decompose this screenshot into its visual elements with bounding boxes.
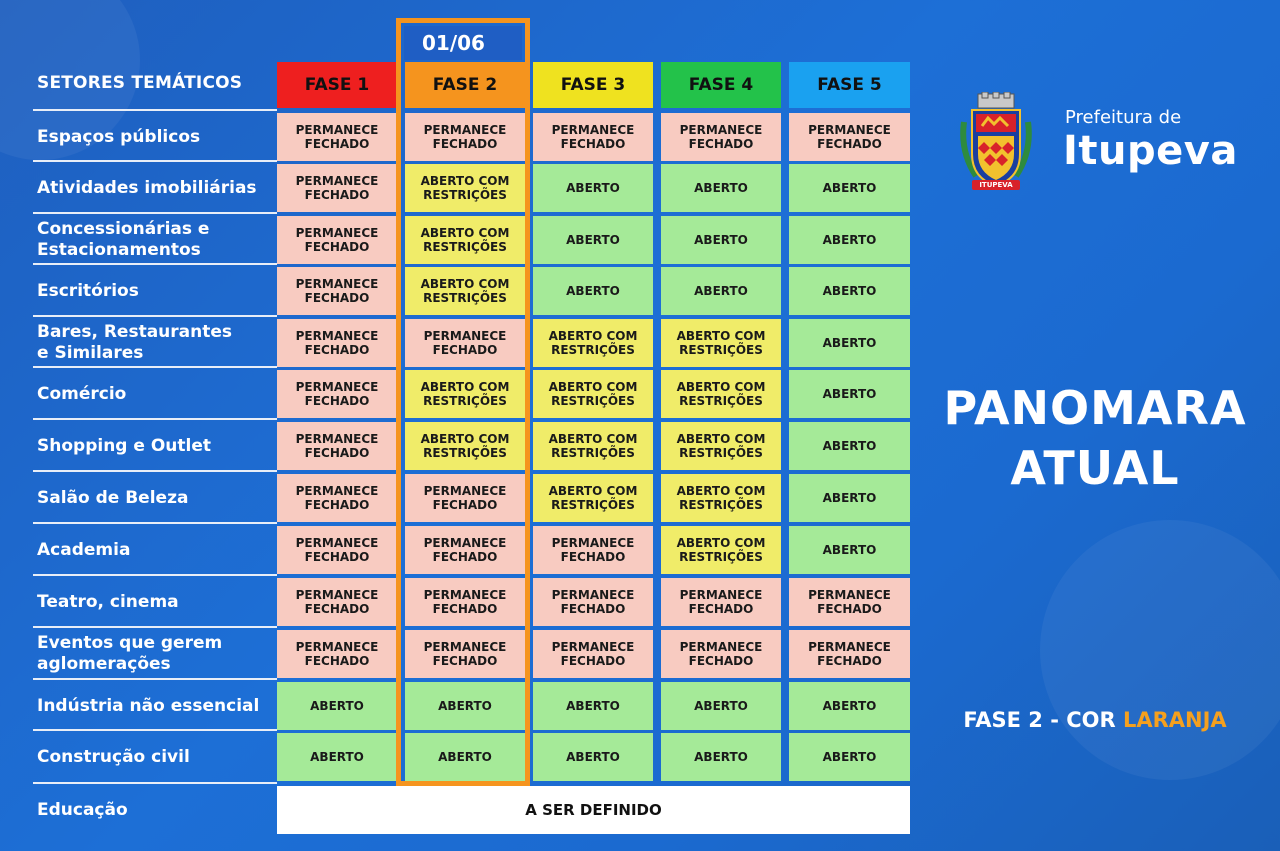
- row-label: Shopping e Outlet: [37, 435, 211, 456]
- status-cell: ABERTO: [789, 526, 910, 574]
- phase-header-3: FASE 3: [533, 62, 653, 108]
- current-phase-caption: [925, 708, 1265, 732]
- status-cell: PERMANECE FECHADO: [277, 578, 397, 626]
- status-cell: ABERTO COM RESTRIÇÕES: [661, 474, 781, 522]
- row-divider: [33, 678, 277, 680]
- status-cell: PERMANECE FECHADO: [533, 113, 653, 161]
- status-cell: ABERTO COM RESTRIÇÕES: [533, 370, 653, 418]
- status-cell: ABERTO: [789, 474, 910, 522]
- row-label: Teatro, cinema: [37, 591, 179, 612]
- row-label: Eventos que gerem aglomerações: [37, 633, 223, 674]
- status-cell: ABERTO: [789, 733, 910, 781]
- status-cell: ABERTO: [661, 164, 781, 212]
- status-cell: ABERTO COM RESTRIÇÕES: [533, 319, 653, 367]
- status-cell: ABERTO: [661, 216, 781, 264]
- status-cell: ABERTO COM RESTRIÇÕES: [533, 474, 653, 522]
- row-label: Construção civil: [37, 746, 190, 767]
- row-divider: [33, 109, 277, 111]
- status-cell: ABERTO: [661, 267, 781, 315]
- status-cell: ABERTO COM RESTRIÇÕES: [661, 319, 781, 367]
- row-divider: [33, 729, 277, 731]
- status-cell: ABERTO COM RESTRIÇÕES: [405, 422, 525, 470]
- row-label: Salão de Beleza: [37, 487, 189, 508]
- coat-of-arms-icon: [958, 92, 1034, 194]
- caption-prefix: FASE 2 - COR: [963, 708, 1123, 732]
- status-cell: PERMANECE FECHADO: [277, 630, 397, 678]
- status-cell: ABERTO: [277, 682, 397, 730]
- status-cell: ABERTO COM RESTRIÇÕES: [405, 216, 525, 264]
- status-cell: ABERTO: [789, 164, 910, 212]
- status-cell: PERMANECE FECHADO: [277, 216, 397, 264]
- phase-header-1: FASE 1: [277, 62, 397, 108]
- status-cell: PERMANECE FECHADO: [661, 113, 781, 161]
- status-cell: PERMANECE FECHADO: [277, 113, 397, 161]
- row-label: Concessionárias e Estacionamentos: [37, 219, 210, 260]
- brand-name: Itupeva: [1063, 128, 1238, 174]
- row-label: Academia: [37, 539, 131, 560]
- status-cell: PERMANECE FECHADO: [277, 370, 397, 418]
- row-divider: [33, 418, 277, 420]
- phase-header-5: FASE 5: [789, 62, 910, 108]
- status-cell: ABERTO: [405, 733, 525, 781]
- phase-header-2: FASE 2: [405, 62, 525, 108]
- background-circle: [1040, 520, 1280, 780]
- status-cell: PERMANECE FECHADO: [405, 113, 525, 161]
- row-divider: [33, 263, 277, 265]
- status-cell: PERMANECE FECHADO: [789, 630, 910, 678]
- row-label: Escritórios: [37, 280, 139, 301]
- brand-subtitle: Prefeitura de: [1065, 107, 1182, 128]
- status-cell: ABERTO: [533, 267, 653, 315]
- status-cell: PERMANECE FECHADO: [405, 630, 525, 678]
- status-cell: ABERTO: [661, 733, 781, 781]
- row-divider: [33, 626, 277, 628]
- status-cell: ABERTO: [789, 319, 910, 367]
- row-label: Comércio: [37, 383, 127, 404]
- seal-text: ITUPEVA: [979, 181, 1013, 189]
- status-cell: PERMANECE FECHADO: [405, 474, 525, 522]
- row-divider: [33, 160, 277, 162]
- status-cell: ABERTO: [277, 733, 397, 781]
- status-cell: ABERTO: [533, 164, 653, 212]
- status-cell: ABERTO: [789, 267, 910, 315]
- row-divider: [33, 522, 277, 524]
- status-cell: ABERTO: [533, 733, 653, 781]
- status-cell: PERMANECE FECHADO: [789, 578, 910, 626]
- status-cell: PERMANECE FECHADO: [533, 630, 653, 678]
- status-cell: ABERTO COM RESTRIÇÕES: [661, 422, 781, 470]
- status-cell: ABERTO: [789, 422, 910, 470]
- status-cell: ABERTO COM RESTRIÇÕES: [405, 267, 525, 315]
- status-cell: PERMANECE FECHADO: [405, 526, 525, 574]
- status-cell: ABERTO COM RESTRIÇÕES: [533, 422, 653, 470]
- row-divider: [33, 212, 277, 214]
- status-cell: PERMANECE FECHADO: [277, 422, 397, 470]
- status-cell: ABERTO: [533, 216, 653, 264]
- status-cell: PERMANECE FECHADO: [277, 319, 397, 367]
- headline-line-1: PANOMARA: [943, 381, 1247, 435]
- status-cell: PERMANECE FECHADO: [533, 578, 653, 626]
- row-divider: [33, 470, 277, 472]
- status-cell: PERMANECE FECHADO: [661, 630, 781, 678]
- education-status-cell: A SER DEFINIDO: [277, 786, 910, 834]
- status-cell: ABERTO: [789, 682, 910, 730]
- status-cell: ABERTO COM RESTRIÇÕES: [405, 164, 525, 212]
- status-cell: ABERTO: [405, 682, 525, 730]
- row-divider: [33, 782, 277, 784]
- headline: [925, 378, 1265, 498]
- status-cell: PERMANECE FECHADO: [277, 164, 397, 212]
- status-cell: PERMANECE FECHADO: [405, 578, 525, 626]
- city-seal-logo: [958, 92, 1034, 194]
- date-label: 01/06: [404, 26, 522, 60]
- status-cell: PERMANECE FECHADO: [277, 474, 397, 522]
- row-divider: [33, 366, 277, 368]
- status-cell: ABERTO: [661, 682, 781, 730]
- caption-accent: LARANJA: [1122, 708, 1227, 732]
- status-cell: ABERTO COM RESTRIÇÕES: [661, 526, 781, 574]
- phase-header-4: FASE 4: [661, 62, 781, 108]
- status-cell: ABERTO: [789, 370, 910, 418]
- row-label: Bares, Restaurantes e Similares: [37, 322, 233, 363]
- row-divider: [33, 315, 277, 317]
- status-cell: PERMANECE FECHADO: [661, 578, 781, 626]
- headline-line-2: ATUAL: [1010, 441, 1180, 495]
- row-label: Espaços públicos: [37, 126, 201, 147]
- status-cell: PERMANECE FECHADO: [405, 319, 525, 367]
- sectors-title: SETORES TEMÁTICOS: [37, 73, 243, 93]
- status-cell: ABERTO COM RESTRIÇÕES: [405, 370, 525, 418]
- status-cell: ABERTO COM RESTRIÇÕES: [661, 370, 781, 418]
- status-cell: PERMANECE FECHADO: [789, 113, 910, 161]
- row-divider: [33, 574, 277, 576]
- status-cell: PERMANECE FECHADO: [277, 267, 397, 315]
- status-cell: PERMANECE FECHADO: [277, 526, 397, 574]
- status-cell: ABERTO: [789, 216, 910, 264]
- row-label-education: Educação: [37, 799, 128, 820]
- status-cell: PERMANECE FECHADO: [533, 526, 653, 574]
- row-label: Atividades imobiliárias: [37, 177, 257, 198]
- status-cell: ABERTO: [533, 682, 653, 730]
- row-label: Indústria não essencial: [37, 695, 260, 716]
